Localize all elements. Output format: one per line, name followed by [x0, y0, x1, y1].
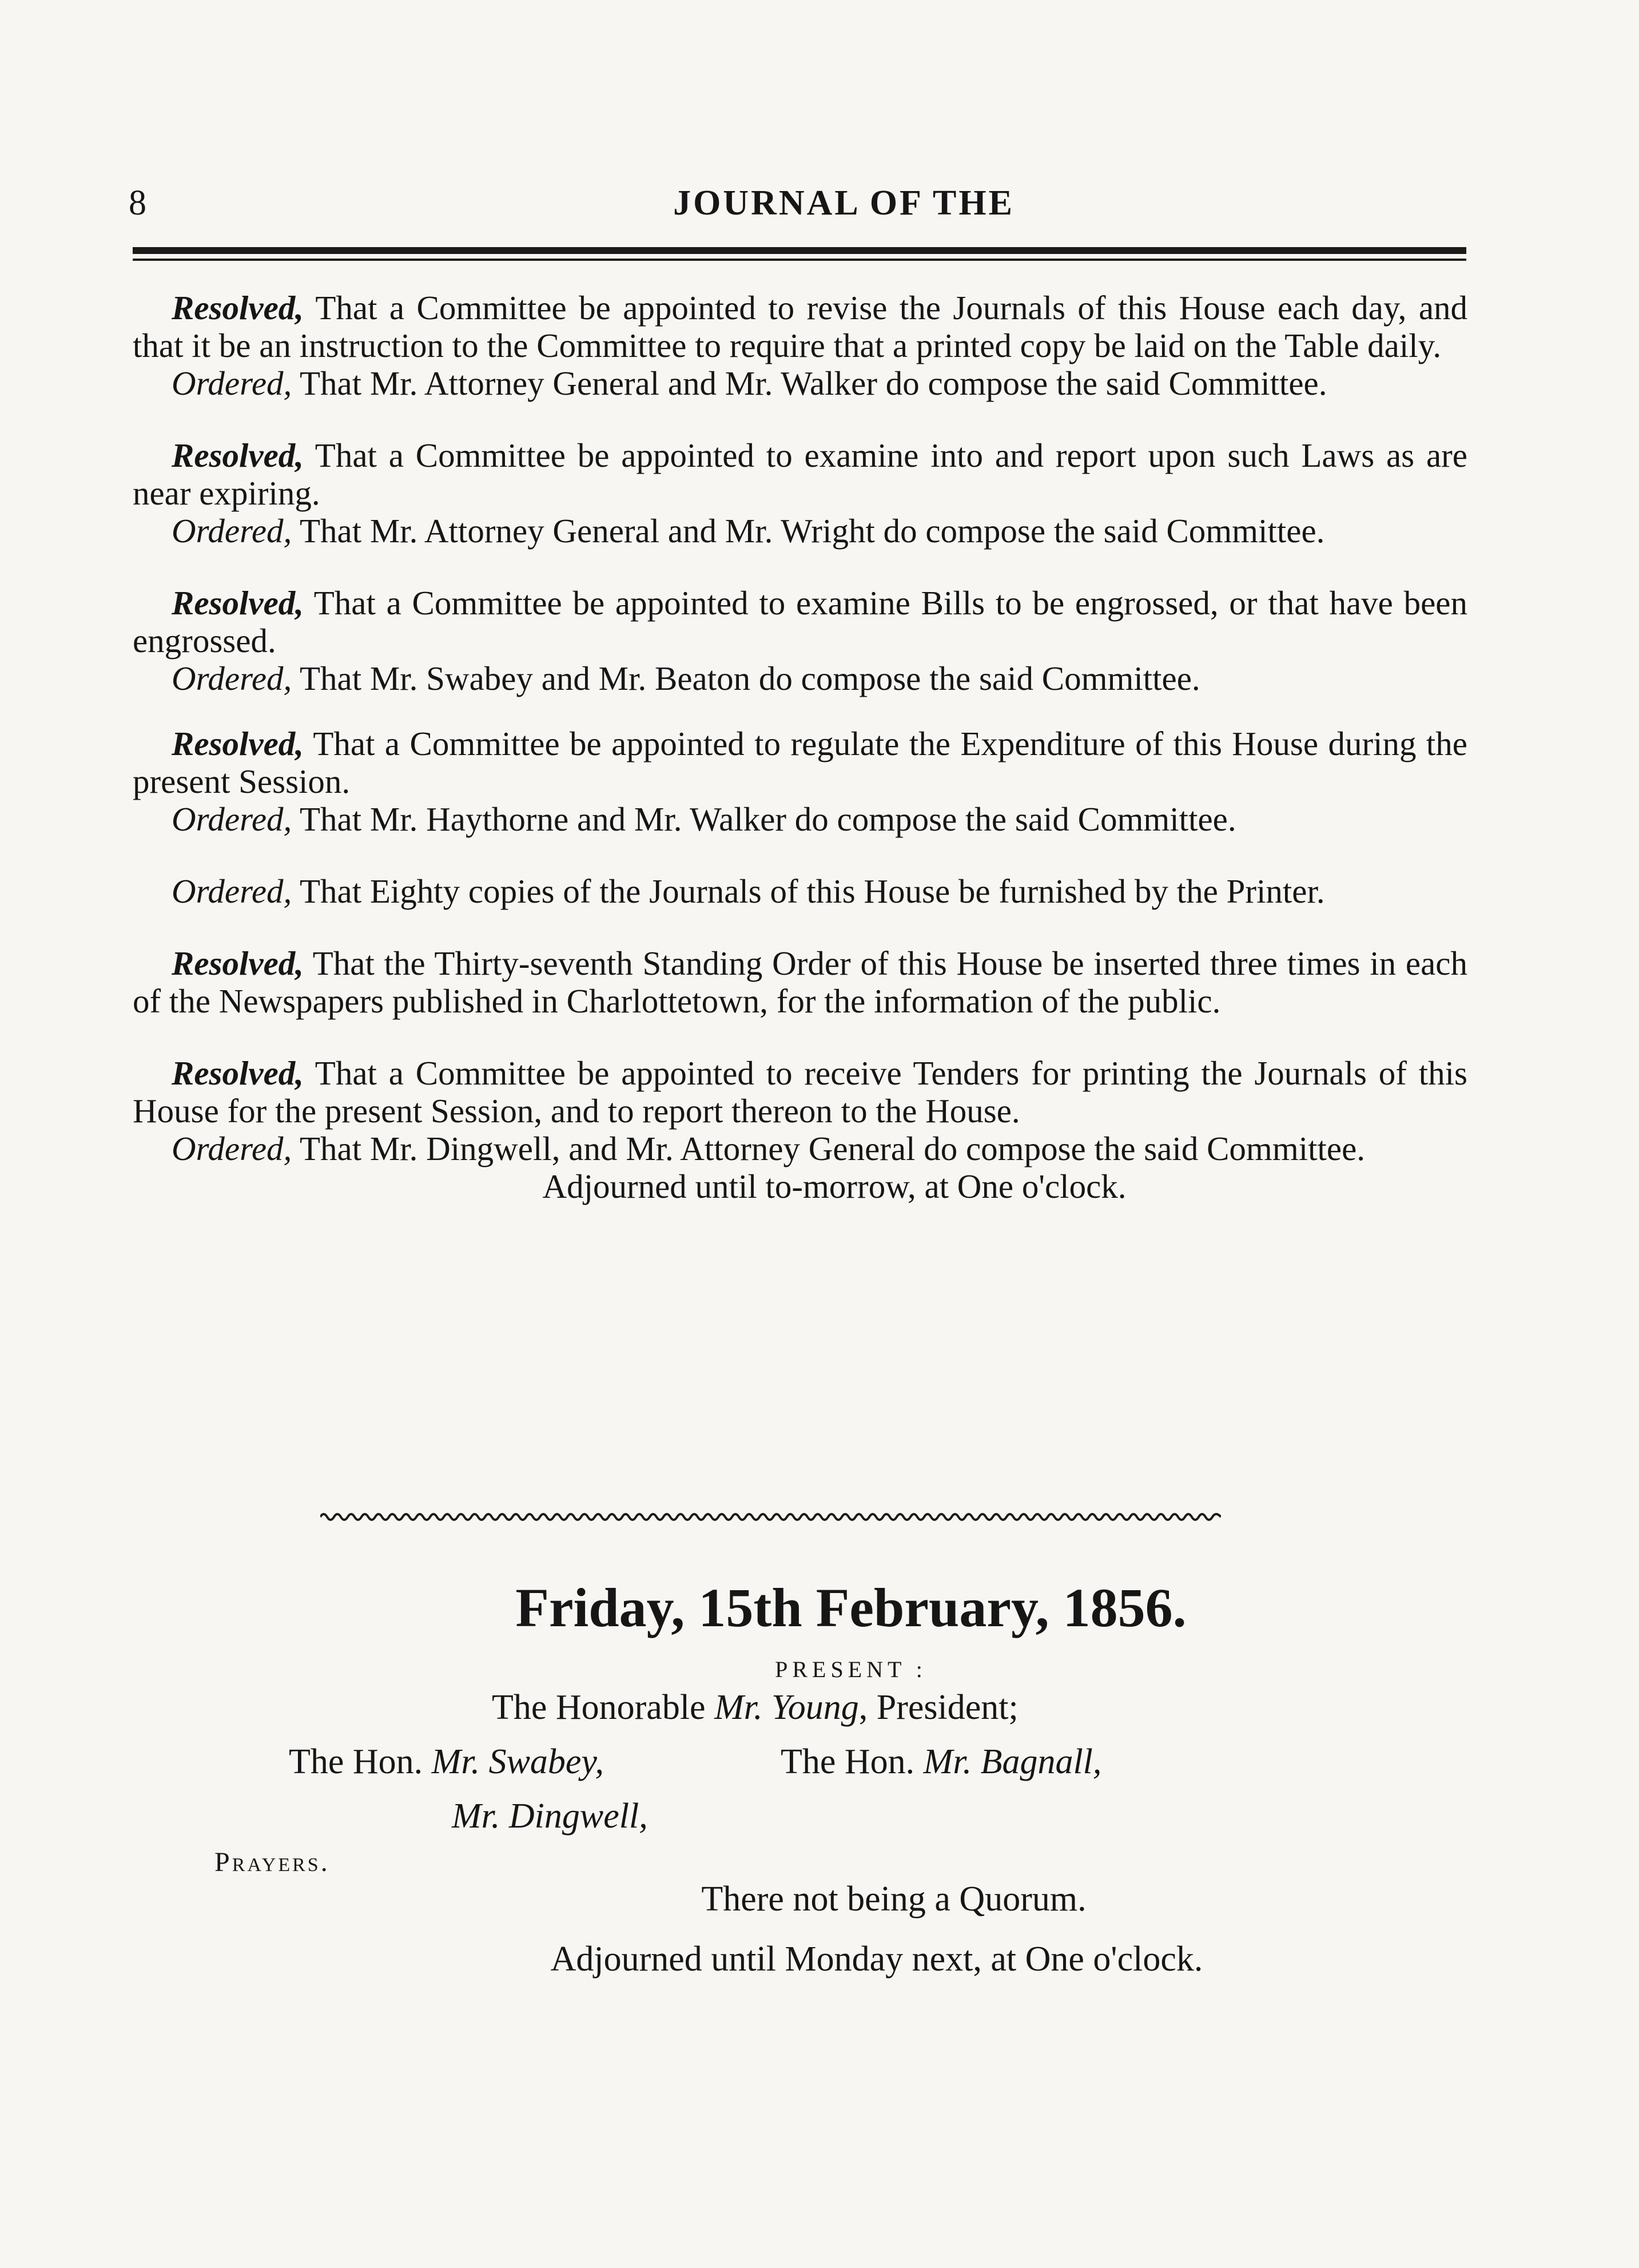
- present-label: PRESENT :: [775, 1657, 927, 1682]
- attendee-president: The Honorable Mr. Young, President;: [492, 1688, 1019, 1727]
- adjournment-note-final: Adjourned until Monday next, at One o'clock.: [550, 1940, 1203, 1979]
- entry-ordered: Ordered, That Mr. Attorney General and Mr. Wright do compose the said Committee.: [172, 512, 1325, 550]
- entry-resolved: Resolved, That the Thirty-seventh Standing Order of this House be inserted three times in each of the Newspapers published in Charlottetown, for the information of the public.: [133, 944, 1467, 1020]
- entry-resolved: Resolved, That a Committee be appointed to receive Tenders for printing the Journals of this House for the present Session, and to report thereon to the House.: [133, 1054, 1467, 1130]
- attendee-left: The Hon. Mr. Swabey,: [289, 1742, 604, 1781]
- entry-ordered: Ordered, That Mr. Attorney General and Mr. Walker do compose the said Committee.: [172, 364, 1327, 402]
- entry-resolved: Resolved, That a Committee be appointed to examine Bills to be engrossed, or that have been engrossed.: [133, 584, 1467, 660]
- entry-ordered: Ordered, That Eighty copies of the Journals of this House be furnished by the Printer.: [172, 872, 1325, 910]
- attendee-third: Mr. Dingwell,: [452, 1797, 648, 1836]
- running-head: JOURNAL OF THE: [673, 184, 1015, 223]
- attendee-right: The Hon. Mr. Bagnall,: [781, 1742, 1102, 1781]
- page-number: 8: [129, 184, 146, 223]
- entry-resolved: Resolved, That a Committee be appointed to revise the Journals of this House each day, and that it be an instruction to the Committee to require that a printed copy be laid on the Table daily.: [133, 289, 1467, 364]
- page-header: [129, 183, 1467, 229]
- entry-ordered: Ordered, That Mr. Haythorne and Mr. Walker do compose the said Committee.: [172, 800, 1236, 838]
- wavy-divider: [320, 1510, 1221, 1524]
- prayers-label: Prayers.: [214, 1847, 330, 1877]
- entry-resolved: Resolved, That a Committee be appointed to examine into and report upon such Laws as are near expiring.: [133, 436, 1467, 512]
- entry-resolved: Resolved, That a Committee be appointed to regulate the Expenditure of this House during the present Session.: [133, 725, 1467, 800]
- header-rule-thick: [133, 247, 1466, 254]
- sitting-date-heading: Friday, 15th February, 1856.: [515, 1577, 1187, 1638]
- adjournment-note: Adjourned until to-morrow, at One o'clock.: [542, 1167, 1127, 1205]
- proceedings-body: [133, 289, 1467, 1205]
- entry-ordered: Ordered, That Mr. Dingwell, and Mr. Attorney General do compose the said Committee.: [172, 1130, 1366, 1167]
- quorum-note: There not being a Quorum.: [701, 1880, 1087, 1919]
- entry-ordered: Ordered, That Mr. Swabey and Mr. Beaton do compose the said Committee.: [172, 660, 1200, 697]
- header-rule-thin: [133, 259, 1466, 261]
